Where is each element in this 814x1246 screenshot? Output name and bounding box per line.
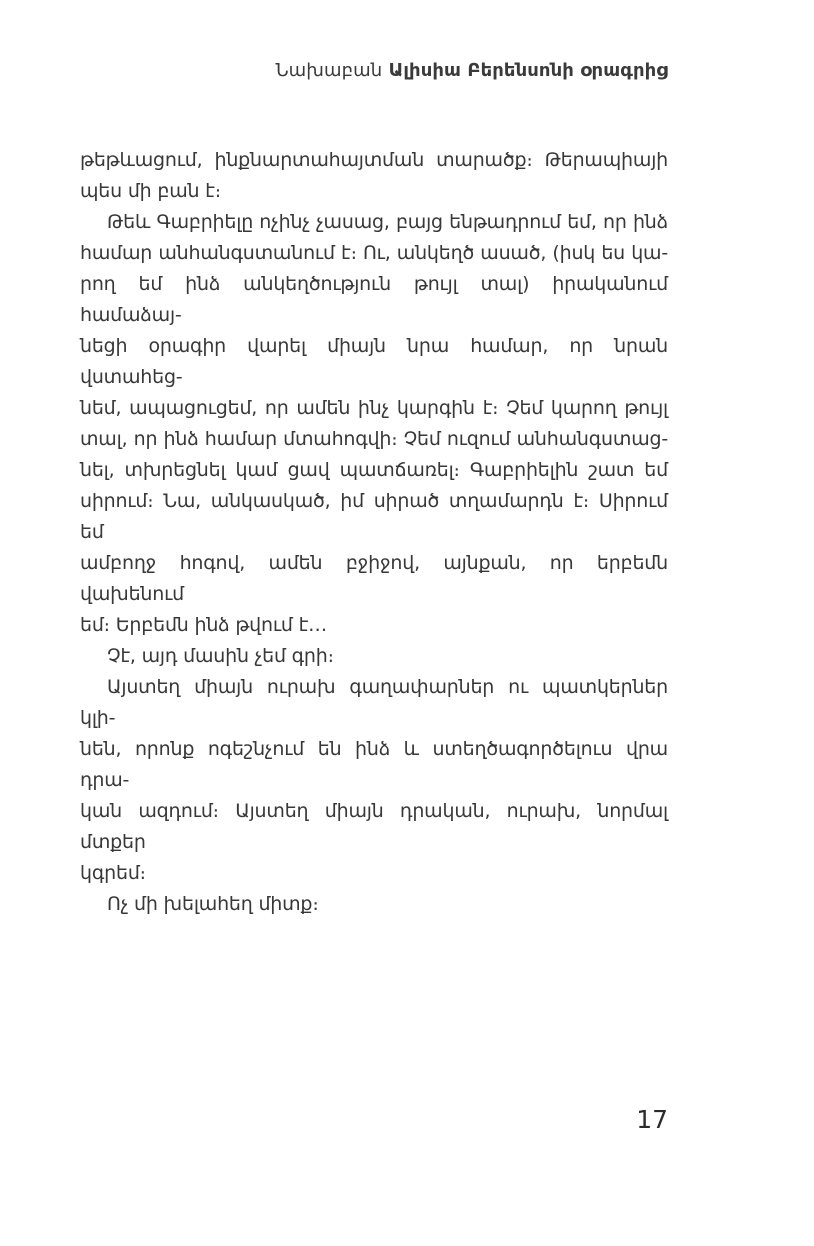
text-line: րող եմ ինձ անկեղծություն թույլ տալ) իրականում համաձայ-	[80, 273, 668, 326]
text-line: Այստեղ միայն ուրախ գաղափարներ ու պատկերներ կլի-	[80, 676, 668, 729]
header-diary-title: Ալիսիա Բերենսոնի օրագրից	[388, 60, 668, 81]
paragraph	[80, 207, 668, 641]
text-line: Թեև Գաբրիելը ոչինչ չասաց, բայց ենթադրում եմ, որ ինձ	[107, 211, 668, 233]
text-line: նեն, որոնք ոգեշնչում են ինձ և ստեղծագործելուս վրա դրա-	[80, 738, 668, 791]
paragraph	[80, 145, 668, 207]
running-header	[80, 58, 668, 84]
text-line: ամբողջ հոգով, ամեն բջիջով, այնքան, որ երբեմն վախենում	[80, 552, 668, 605]
body-text	[80, 145, 668, 920]
text-line: նեմ, ապացուցեմ, որ ամեն ինչ կարգին է։ Չեմ կարող թույլ	[80, 397, 668, 419]
text-line: համար անհանգստանում է։ Ու, անկեղծ ասած, (իսկ ես կա-	[80, 242, 668, 264]
text-line: սիրում։ Նա, անկասկած, իմ սիրած տղամարդն է։ Սիրում եմ	[80, 490, 668, 543]
page-number: 17	[636, 1105, 668, 1134]
text-line: թեթևացում, ինքնարտահայտման տարածք։ Թերապիայի	[80, 149, 668, 171]
text-line: եմ։ Երբեմն ինձ թվում է…	[80, 614, 327, 636]
text-line: կան ազդում։ Այստեղ միայն դրական, ուրախ, նորմալ մտքեր	[80, 800, 668, 853]
text-line: կգրեմ։	[80, 862, 146, 884]
paragraph	[80, 889, 668, 920]
paragraph	[80, 672, 668, 889]
text-line: նեցի օրագիր վարել միայն նրա համար, որ նրան վստահեց-	[80, 335, 668, 388]
text-line: Չէ, այդ մասին չեմ գրի։	[107, 645, 334, 667]
text-line: Ոչ մի խելահեղ միտք։	[107, 893, 319, 915]
text-line: նել, տխրեցնել կամ ցավ պատճառել։ Գաբրիելին շատ եմ	[80, 459, 668, 481]
header-section-label: Նախաբան	[275, 60, 383, 81]
text-line: տալ, որ ինձ համար մտահոգվի։ Չեմ ուզում անհանգստաց-	[80, 428, 668, 450]
paragraph	[80, 641, 668, 672]
text-line: պես մի բան է։	[80, 180, 221, 202]
